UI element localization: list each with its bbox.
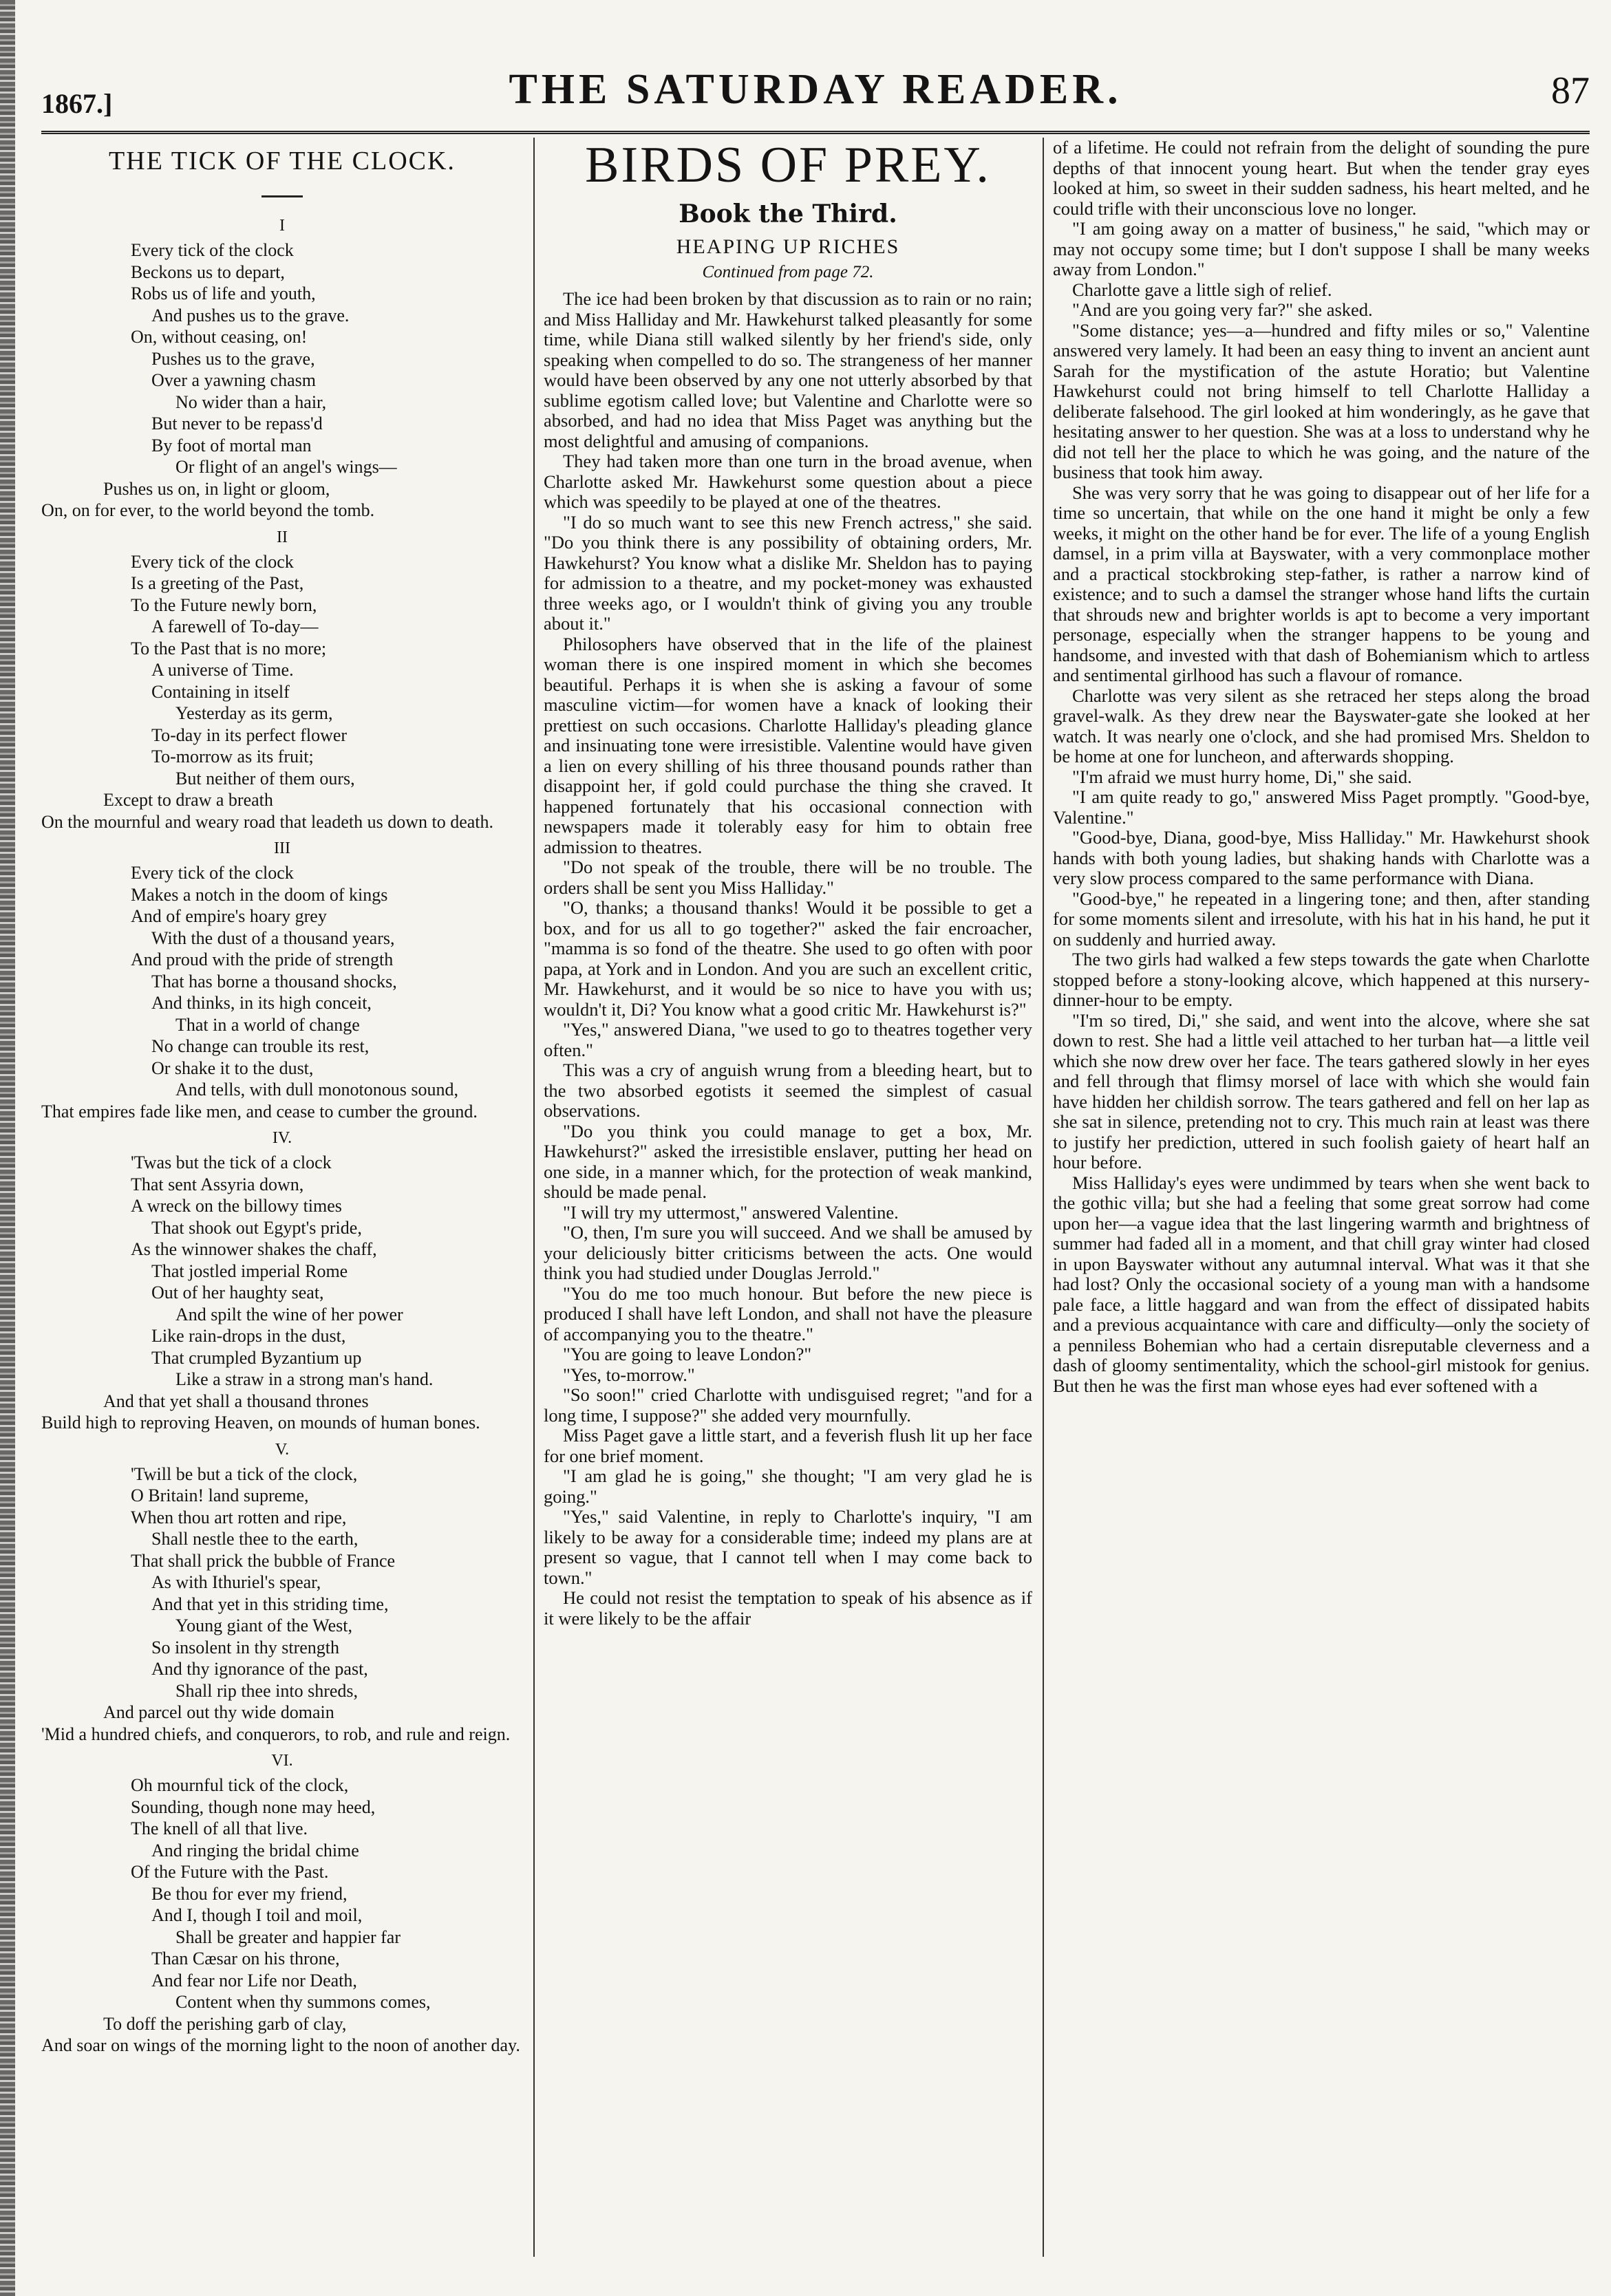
poem-title-rule [262,195,303,197]
story-paragraph: "O, then, I'm sure you will succeed. And we shall be amused by your deliciously bitter criticisms between the acts. One would think you had studied under Douglas Jerrold." [544,1222,1032,1283]
story-paragraph: "I am going away on a matter of business," he said, "which may or may not occupy some time; but I don't suppose I shall be many weeks away from London." [1053,218,1590,279]
poem-line: That has borne a thousand shocks, [151,971,397,991]
poem-line: That empires fade like men, and cease to cumber the ground. [41,1101,478,1122]
poem-line: On the mournful and weary road that leadeth us down to death. [41,811,494,832]
story-paragraph: "You do me too much honour. But before the new piece is produced I shall have left London, and shall not have the pleasure of accompanying you to the theatre." [544,1283,1032,1344]
poem-line: On, on for ever, to the world beyond the tomb. [41,500,375,520]
poem-line: And pushes us to the grave. [151,305,350,325]
story-paragraph: "Some distance; yes—a—hundred and fifty miles or so," Valentine answered very lamely. It had been an easy thing to invent an ancient aunt Sarah for the mystification of the astute Horatio; but Valentine Hawkehurst could not bring himself to tell Charlotte Halliday a deliberate falsehood. The girl looked at him wonderingly, as he gave that hesitating answer to her question. She was at a loss to understand why he did not tell her the place to which he was going, and the nature of the business that took him away. [1053,319,1590,482]
stanza-number: II [277,528,288,546]
story-paragraph: She was very sorry that he was going to disappear out of her life for a time so uncertain, that while on the one hand it might be only a few weeks, it might on the other hand be for ever. The life of a young English damsel, in a prim villa at Bayswater, with a very commonplace mother and a practical stockbroking step-father, is rather a narrow kind of existence; and to such a damsel the stranger whose hand lifts the curtain that shrouds new and brighter worlds is apt to become a very important personage, especially when the stranger happens to be young and handsome, and invested with that dash of Bohemianism which to artless and sentimental girlhood has such a flavour of romance. [1053,482,1590,685]
story-paragraph: "Good-bye, Diana, good-bye, Miss Halliday." Mr. Hawkehurst shook hands with both young ladies, but shaking hands with Charlotte was a very slow process compared to the same performance with Diana. [1053,827,1590,888]
poem-line: Oh mournful tick of the clock, [131,1775,349,1795]
poem-line: Like rain-drops in the dust, [151,1326,346,1346]
poem-line: 'Twas but the tick of a clock [131,1152,332,1172]
poem-line: And ringing the bridal chime [151,1840,359,1860]
newspaper-title: THE SATURDAY READER. [509,66,1122,113]
poem-line: And soar on wings of the morning light to the noon of another day. [41,2035,520,2055]
story-paragraph: "And are you going very far?" she asked. [1072,299,1373,320]
poem-line: And proud with the pride of strength [131,949,394,969]
poem-line: On, without ceasing, on! [131,327,308,347]
poem-line: And spilt the wine of her power [175,1304,403,1324]
masthead-rule [41,131,1590,134]
poem-line: To-day in its perfect flower [151,725,348,745]
stanza-number: V. [275,1440,290,1459]
poem-line: A universe of Time. [151,660,294,680]
stanza-number: VI. [271,1752,293,1770]
masthead [41,65,1590,141]
poem-line: To the Past that is no more; [131,638,327,658]
poem-line: Out of her haughty seat, [151,1283,324,1302]
poem-line: That jostled imperial Rome [151,1260,348,1281]
poem-line: Makes a notch in the doom of kings [131,884,388,905]
story-paragraph: "I am glad he is going," she thought; "I am very glad he is going." [544,1466,1032,1507]
poem-line: Beckons us to depart, [131,261,285,282]
story-paragraph: "Do you think you could manage to get a box, Mr. Hawkehurst?" asked the irresistible enslaver, putting her head on one side, in a manner which, for the protection of weak mankind, should be made penal. [544,1120,1032,1202]
story-paragraph: Philosophers have observed that in the life of the plainest woman there is one inspired moment in which she becomes beautiful. Perhaps it is when she is asking a favour of some masculine victim—for women have a knack of looking their prettiest on such occasions. Charlotte Halliday's pleading glance and insinuating tone were irresistible. Valentine would have given a lien on every shilling of his three thousand pounds rather than disappoint her, if gold could purchase the thing she craved. It happened fortunately that his occasional connection with newspapers made it tolerably easy for him to obtain free admission to theatres. [544,633,1032,857]
poem-line: That in a world of change [175,1014,360,1035]
poem-line: Pushes us to the grave, [151,348,315,369]
poem-line: A farewell of To-day— [151,616,319,636]
poem-line: Every tick of the clock [131,240,294,260]
poem-line: Over a yawning chasm [151,370,316,390]
story-body-2 [1053,138,1590,1396]
story-paragraph: "Yes," answered Diana, "we used to go to theatres together very often." [544,1019,1032,1060]
poem-line: 'Mid a hundred chiefs, and conquerors, to rob, and rule and reign. [41,1724,511,1744]
poem-line: Like a straw in a strong man's hand. [175,1369,434,1389]
poem-line: Shall nestle thee to the earth, [151,1529,359,1549]
poem-line: A wreck on the billowy times [131,1196,342,1216]
story-paragraph: "I'm afraid we must hurry home, Di," she said. [1072,766,1412,787]
story-paragraph: Charlotte was very silent as she retraced her steps along the broad gravel-walk. As they drew near the Bayswater-gate she looked at her watch. It was nearly one o'clock, and she had promised Mrs. Sheldon to be home at one for luncheon, and afterwards shopping. [1053,685,1590,766]
poem-line: And that yet in this striding time, [151,1594,389,1614]
stanza-number: I [279,217,285,235]
story-paragraph: This was a cry of anguish wrung from a bleeding heart, but to the two absorbed egotists it seemed the simplest of casual observations. [544,1060,1032,1121]
story-paragraph: "I'm so tired, Di," she said, and went into the alcove, where she sat down to rest. She had a little veil attached to her turban hat—a little veil which she now drew over her face. The tears gathered slowly in her eyes and fell through that flimsy morsel of lace with which she would fain have hidden her childish sorrow. The tears gathered and fell on her lap as she sat in silence, pretending not to cry. This much rain at least was there to justify her prediction, uttered in such foolish gaiety of heart half an hour before. [1053,1009,1590,1172]
poem-line: That shook out Egypt's pride, [151,1217,362,1238]
story-paragraph: Miss Halliday's eyes were undimmed by tears when she went back to the gothic villa; but she had a feeling that some great sorrow had come upon her—a vague idea that the last lingering warmth and brightness of summer had faded all in a moment, and that chill gray winter had closed in upon Bayswater without any autumnal interval. What was it that she had lost? Only the occasional society of a young man with a handsome pale face, a little haggard and wan from the effect of dissipated habits and a previous acquaintance with care and difficulty—only the society of a penniless Bohemian who had a certain disreputable cleverness and a dash of gloomy sentimentality, which the school-girl mistook for genius. But then he was the first man whose eyes had ever softened with a [1053,1172,1590,1396]
section-heading: HEAPING UP RICHES [676,235,900,258]
poem-line: Robs us of life and youth, [131,283,316,303]
poem-body [41,217,523,2057]
story-paragraph: Miss Paget gave a little start, and a feverish flush lit up her face for one brief moment. [544,1425,1032,1466]
poem-line: And parcel out thy wide domain [103,1702,334,1722]
poem-line: But never to be repass'd [151,414,323,433]
column-poem [41,138,523,2257]
poem-line: And fear nor Life nor Death, [151,1970,357,1991]
poem-line: Except to draw a breath [103,790,273,810]
poem-line: By foot of mortal man [151,435,312,455]
poem-line: To the Future newly born, [131,594,317,615]
stanza-number: IV. [272,1129,292,1147]
book-heading: Book the Third. [679,200,897,228]
poem-line: And thinks, in its high conceit, [151,993,372,1013]
story-paragraph: "I will try my uttermost," answered Valentine. [563,1201,899,1223]
poem-line: Than Cæsar on his throne, [151,1949,340,1968]
poem-line: Young giant of the West, [175,1616,352,1635]
poem-line: To-morrow as its fruit; [151,747,314,766]
story-paragraph: "Yes, to-morrow." [563,1364,695,1385]
story-paragraph: "Do not speak of the trouble, there will be no trouble. The orders shall be sent you Miss Halliday." [544,857,1032,898]
story-paragraph: of a lifetime. He could not refrain from the delight of sounding the pure depths of that innocent young heart. But when the tender gray eyes looked at him, so sweet in their sudden sadness, his heart melted, and he could trifle with their unconscious love no longer. [1053,138,1590,219]
poem-line: No wider than a hair, [175,391,327,412]
column-story-2 [1053,138,1590,2257]
poem-line: Sounding, though none may heed, [131,1796,376,1817]
poem-line: So insolent in thy strength [151,1637,339,1657]
poem-line: Pushes us on, in light or gloom, [103,478,330,499]
poem-line: Containing in itself [151,681,290,702]
poem-line: Yesterday as its germ, [175,703,333,723]
poem-line: Of the Future with the Past. [131,1862,329,1882]
poem-line: Every tick of the clock [131,551,294,572]
story-paragraph: Charlotte gave a little sigh of relief. [1072,279,1332,300]
poem-line: But neither of them ours, [175,768,355,788]
poem-line: Content when thy summons comes, [175,1992,431,2012]
poem-line: As with Ithuriel's spear, [151,1572,321,1592]
poem-line: 'Twill be but a tick of the clock, [131,1463,358,1484]
poem-line: With the dust of a thousand years, [151,927,395,948]
story-paragraph: "I am quite ready to go," answered Miss Paget promptly. "Good-bye, Valentine." [1053,786,1590,828]
poem-line: Shall be greater and happier far [175,1927,401,1947]
column-divider-2 [1043,138,1044,2257]
story-paragraph: "So soon!" cried Charlotte with undisguised regret; "and for a long time, I suppose?" she added very mournfully. [544,1384,1032,1426]
poem-line: Or flight of an angel's wings— [175,457,397,477]
poem-line: And I, though I toil and moil, [151,1905,363,1925]
poem-line: O Britain! land supreme, [131,1485,309,1505]
poem-line: Is a greeting of the Past, [131,573,304,593]
story-body-1 [544,289,1032,1629]
story-paragraph: He could not resist the temptation to speak of his absence as if it were likely to be the affair [544,1587,1032,1629]
column-divider-1 [533,138,535,2257]
story-paragraph: "O, thanks; a thousand thanks! Would it be possible to get a box, and for us all to go together?" asked the fair encroacher, "mamma is so fond of the theatre. She used to go often with poor papa, at York and in London. And you are such an excellent critic, Mr. Hawkehurst, and it would be so nice to have you with us; wouldn't it, Di? You know what a good critic Mr. Hawkehurst is?" [544,897,1032,1020]
poem-line: Build high to reproving Heaven, on mounds of human bones. [41,1413,480,1433]
poem-line: No change can trouble its rest, [151,1036,370,1056]
story-paragraph: "You are going to leave London?" [563,1344,812,1364]
story-paragraph: The ice had been broken by that discussion as to rain or no rain; and Miss Halliday and Mr. Hawkehurst talked pleasantly for some time, while Diana still walked silently by her friend's side, only speaking when compelled to do so. The strangeness of her manner would have been observed by any one not utterly absorbed by that sublime egotism called love; but Valentine and Charlotte were so absorbed, and had no idea that Miss Paget was anything but the most delightful and amusing of companions. [544,288,1032,451]
poem-line: That sent Assyria down, [131,1174,304,1194]
page-number: 87 [1551,69,1590,112]
story-paragraph: The two girls had walked a few steps towards the gate when Charlotte stopped before a stony-looking alcove, which happened at this nursery-dinner-hour to be empty. [1053,949,1590,1010]
issue-date: 1867.] [41,88,113,119]
poem-line: And tells, with dull monotonous sound, [175,1080,458,1099]
poem-line: Every tick of the clock [131,863,294,883]
poem-line: When thou art rotten and ripe, [131,1507,347,1527]
poem-line: That crumpled Byzantium up [151,1347,362,1368]
poem-line: And thy ignorance of the past, [151,1659,368,1679]
poem-line: Or shake it to the dust, [151,1058,314,1078]
poem-line: That shall prick the bubble of France [131,1550,396,1571]
story-title: BIRDS OF PREY. [585,138,991,193]
poem-line: And that yet shall a thousand thrones [103,1391,369,1411]
stanza-number: III [274,839,290,857]
story-paragraph: "Good-bye," he repeated in a lingering tone; and then, after standing for some moments silent and irresolute, with his hat in his hand, he put it on suddenly and hurried away. [1053,888,1590,949]
binding-edge [0,0,15,2296]
continued-note: Continued from page 72. [702,263,874,281]
poem-line: As the winnower shakes the chaff, [131,1239,377,1259]
story-paragraph: "Yes," said Valentine, in reply to Charlotte's inquiry, "I am likely to be away for a considerable time; indeed my plans are at present so vague, that I cannot tell when I may come back to town." [544,1506,1032,1588]
poem-line: And of empire's hoary grey [131,906,327,926]
column-story-1 [544,138,1032,2257]
poem-title: THE TICK OF THE CLOCK. [109,147,456,175]
poem-line: To doff the perishing garb of clay, [103,2013,347,2034]
story-paragraph: "I do so much want to see this new French actress," she said. "Do you think there is any possibility of obtaining orders, Mr. Hawkehurst? You know what a dislike Mr. Sheldon has to paying for admission to a theatre, and my pocket-money was exhausted three weeks ago, or I wouldn't think of giving you any trouble about it." [544,511,1032,634]
poem-line: Be thou for ever my friend, [151,1883,348,1904]
poem-line: Shall rip thee into shreds, [175,1680,359,1701]
story-paragraph: They had taken more than one turn in the broad avenue, when Charlotte asked Mr. Hawkehurst some question about a piece which was speedily to be played at one of the theatres. [544,451,1032,512]
poem-line: The knell of all that live. [131,1818,308,1838]
